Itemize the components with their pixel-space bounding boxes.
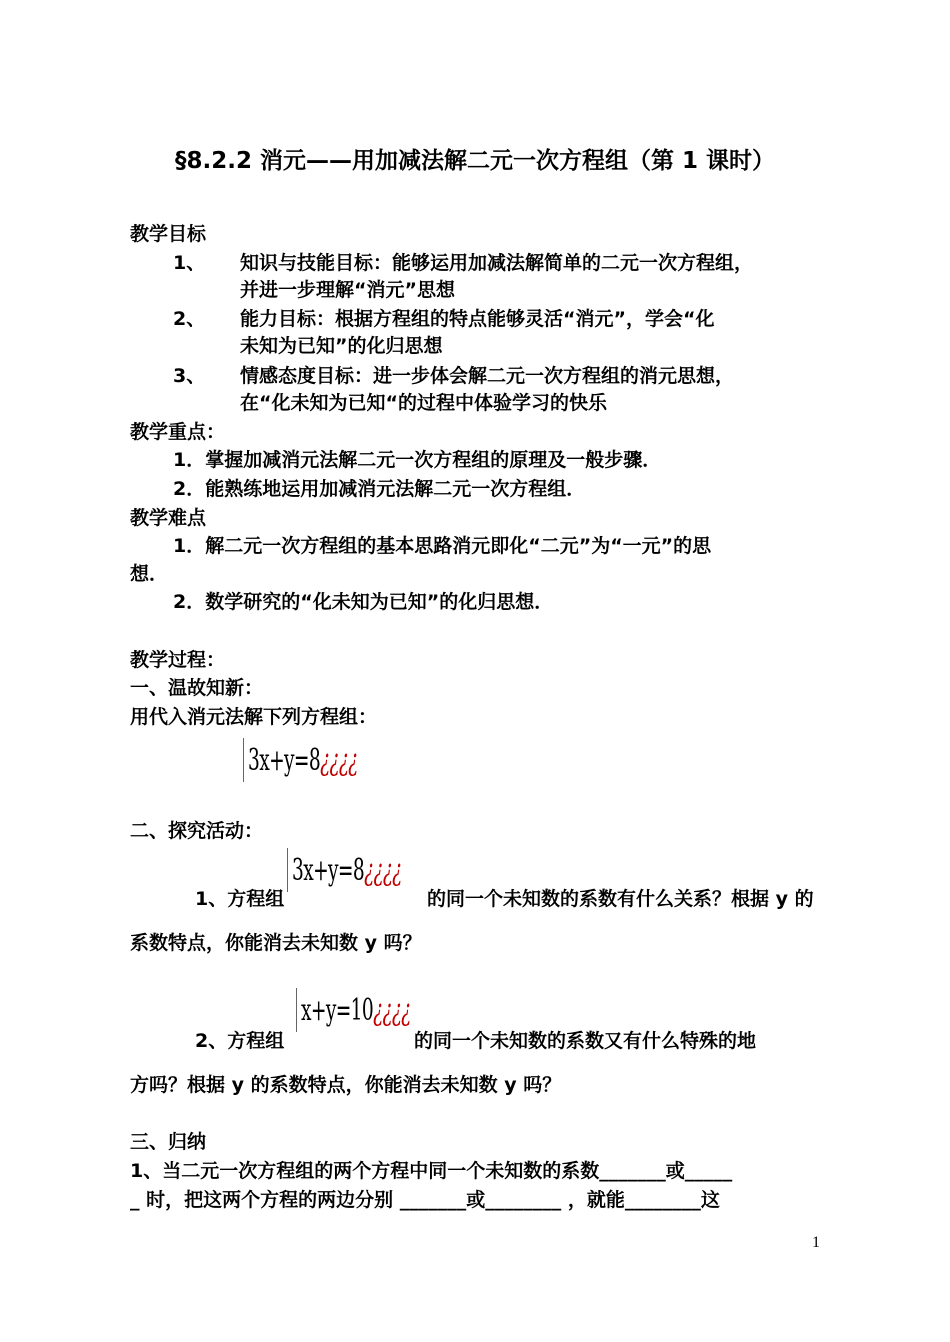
question-1-prefix: 1、方程组 [195, 888, 285, 910]
objective-2-line2: 未知为已知”的化归思想 [240, 335, 443, 357]
equation-system-q2 [296, 988, 478, 1032]
equation-1-garble: ¿¿¿¿ [320, 742, 358, 778]
objective-2-line1: 能力目标：根据方程组的特点能够灵活“消元”，学会“化 [240, 308, 715, 330]
difficulty-1-line2: 想． [130, 563, 169, 585]
page-number: 1 [812, 1234, 820, 1251]
objective-1-number: 1、 [173, 252, 206, 274]
process-heading: 教学过程： [130, 649, 226, 671]
objective-1-line2: 并进一步理解“消元”思想 [240, 279, 455, 301]
difficulty-2: 2．数学研究的“化未知为已知”的化归思想． [173, 591, 554, 613]
page-title: §8.2.2 消元——用加减法解二元一次方程组（第 1 课时） [174, 148, 775, 174]
question-1-line2: 系数特点，你能消去未知数 y 吗？ [130, 932, 422, 954]
equation-system-1 [243, 738, 425, 782]
objective-1-line1: 知识与技能目标：能够运用加减法解简单的二元一次方程组， [240, 252, 754, 274]
review-instruction: 用代入消元法解下列方程组： [130, 706, 378, 728]
difficulties-heading: 教学难点 [130, 507, 207, 529]
section-review-heading: 一、温故知新： [130, 677, 264, 699]
equation-brace [287, 848, 290, 892]
equation-brace [296, 988, 299, 1032]
key-points-heading: 教学重点： [130, 421, 226, 443]
question-1-garble: ¿¿¿¿ [364, 852, 402, 888]
summary-line-2: _ 时，把这两个方程的两边分别 _______或________ ，就能________这 [130, 1189, 720, 1211]
objective-2-number: 2、 [173, 308, 206, 330]
summary-line-1: 1、当二元一次方程组的两个方程中同一个未知数的系数_______或_____ [130, 1160, 733, 1182]
key-point-2: 2．能熟练地运用加减消元法解二元一次方程组． [173, 478, 586, 500]
question-2-garble: ¿¿¿¿ [373, 992, 411, 1028]
objectives-heading: 教学目标 [130, 223, 207, 245]
equation-brace [243, 738, 246, 782]
question-2-equation: x+y=10 [301, 992, 374, 1028]
difficulty-1-line1: 1．解二元一次方程组的基本思路消元即化“二元”为“一元”的思 [173, 535, 712, 557]
question-2-prefix: 2、方程组 [195, 1030, 285, 1052]
objective-3-line2: 在“化未知为已知“的过程中体验学习的快乐 [240, 392, 607, 414]
objective-3-number: 3、 [173, 365, 206, 387]
section-explore-heading: 二、探究活动： [130, 820, 264, 842]
objective-3-line1: 情感态度目标：进一步体会解二元一次方程组的消元思想， [240, 365, 735, 387]
question-2-suffix: 的同一个未知数的系数又有什么特殊的地 [414, 1030, 757, 1052]
question-1-equation: 3x+y=8 [292, 852, 365, 888]
question-1-suffix: 的同一个未知数的系数有什么关系？根据 y 的 [427, 888, 814, 910]
section-summary-heading: 三、归纳 [130, 1131, 207, 1153]
equation-1-text: 3x+y=8 [248, 742, 321, 778]
key-point-1: 1．掌握加减消元法解二元一次方程组的原理及一般步骤． [173, 449, 662, 471]
question-2-line2: 方吗？根据 y 的系数特点，你能消去未知数 y 吗？ [130, 1074, 562, 1096]
